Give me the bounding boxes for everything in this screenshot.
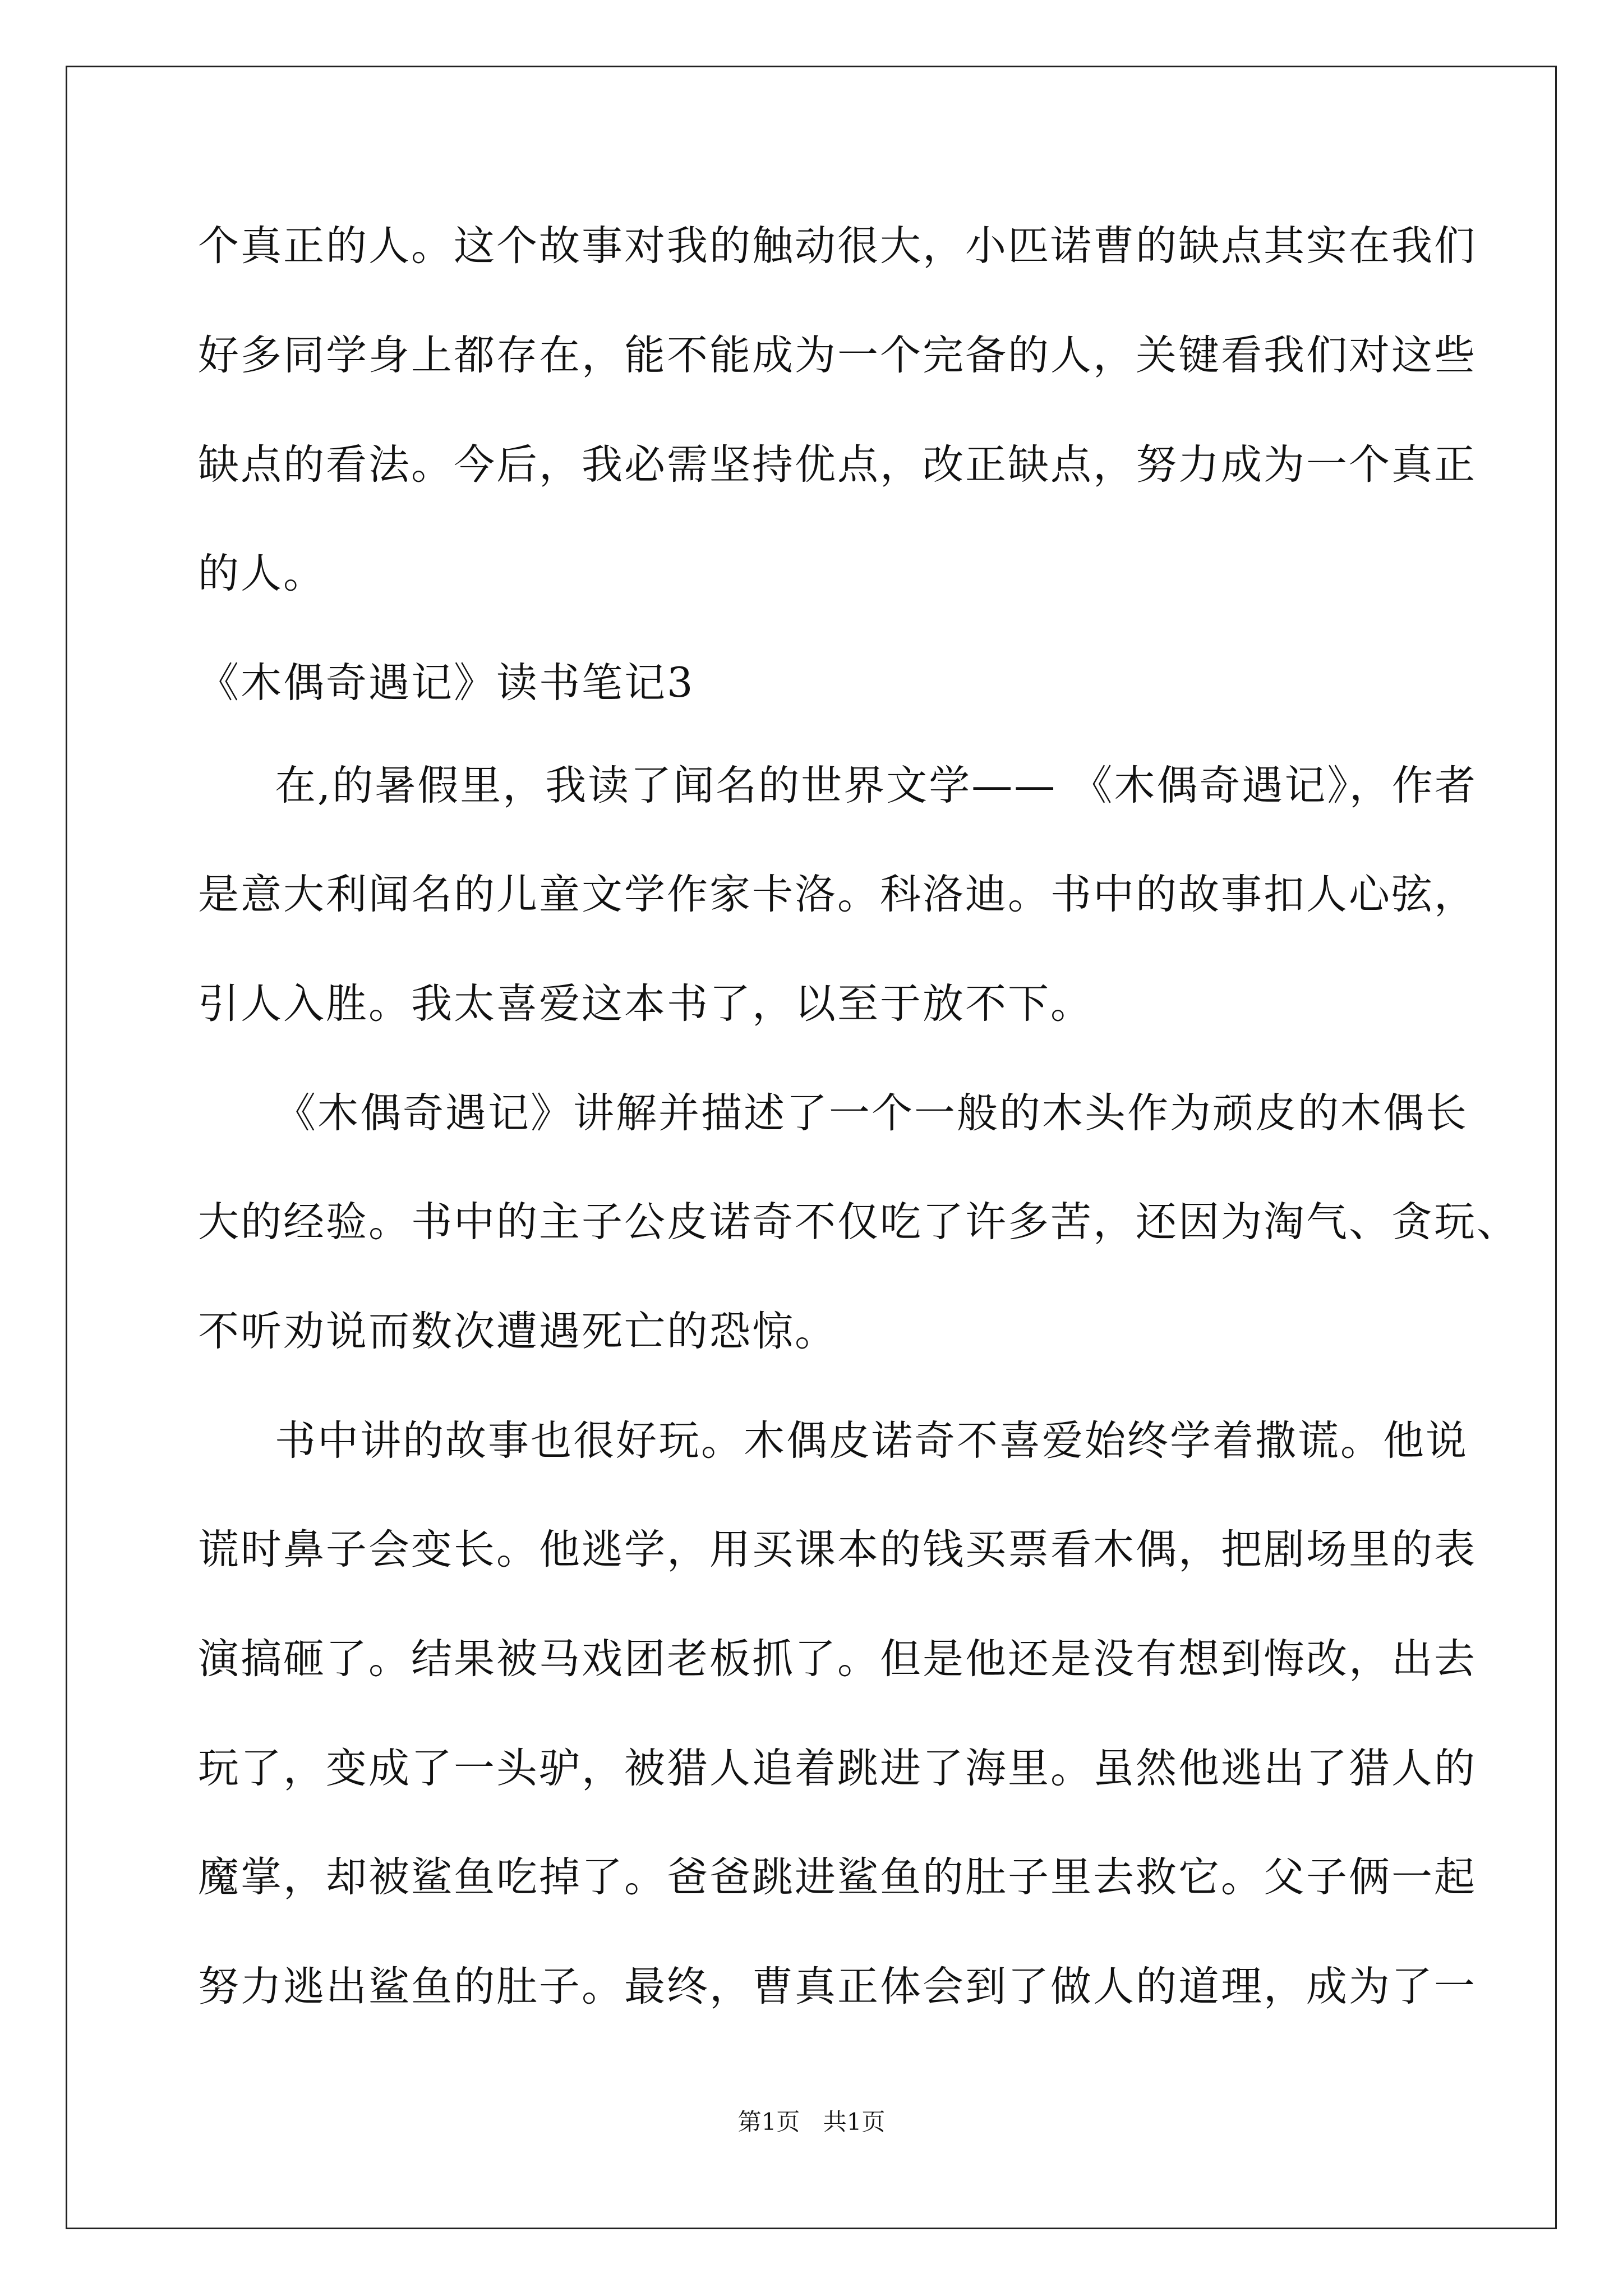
text-line: 《木偶奇遇记》讲解并描述了一个一般的木头作为顽皮的木偶长 — [275, 1089, 1468, 1137]
text-line: 好多同学身上都存在，能不能成为一个完备的人，关键看我们对这些 — [198, 332, 1477, 379]
text-line: 不听劝说而数次遭遇死亡的恐惊。 — [198, 1308, 837, 1355]
text-line: 魔掌，却被鲨鱼吃掉了。爸爸跳进鲨鱼的肚子里去救它。父子俩一起 — [198, 1853, 1477, 1901]
text-line: 大的经验。书中的主子公皮诺奇不仅吃了许多苦，还因为淘气、贪玩、 — [198, 1198, 1519, 1246]
page-footer — [0, 2110, 1623, 2134]
text-line: 是意大利闻名的儿童文学作家卡洛。科洛迪。书中的故事扣人心弦， — [198, 871, 1477, 918]
text-line: 个真正的人。这个故事对我的触动很大，小匹诺曹的缺点其实在我们 — [198, 222, 1477, 270]
page-border — [66, 66, 1557, 2229]
text-line: 谎时鼻子会变长。他逃学，用买课本的钱买票看木偶，把剧场里的表 — [198, 1526, 1477, 1573]
text-line: 玩了，变成了一头驴，被猎人追着跳进了海里。虽然他逃出了猎人的 — [198, 1745, 1477, 1792]
text-line: 努力逃出鲨鱼的肚子。最终，曹真正体会到了做人的道理，成为了一 — [198, 1963, 1477, 2010]
text-line: 演搞砸了。结果被马戏团老板抓了。但是他还是没有想到悔改，出去 — [198, 1635, 1477, 1683]
text-line: 的人。 — [198, 550, 326, 597]
page-total: 共1页 — [823, 2108, 886, 2136]
section-heading: 《木偶奇遇记》读书笔记3 — [198, 659, 695, 707]
text-line: 缺点的看法。今后，我必需坚持优点，改正缺点，努力成为一个真正 — [198, 441, 1477, 489]
text-line: 书中讲的故事也很好玩。木偶皮诺奇不喜爱始终学着撒谎。他说 — [275, 1417, 1468, 1465]
page-number: 第1页 — [737, 2108, 800, 2136]
text-line: 在,的暑假里，我读了闻名的世界文学—— 《木偶奇遇记》，作者 — [275, 762, 1477, 809]
text-line: 引人入胜。我太喜爱这本书了，以至于放不下。 — [198, 980, 1093, 1028]
